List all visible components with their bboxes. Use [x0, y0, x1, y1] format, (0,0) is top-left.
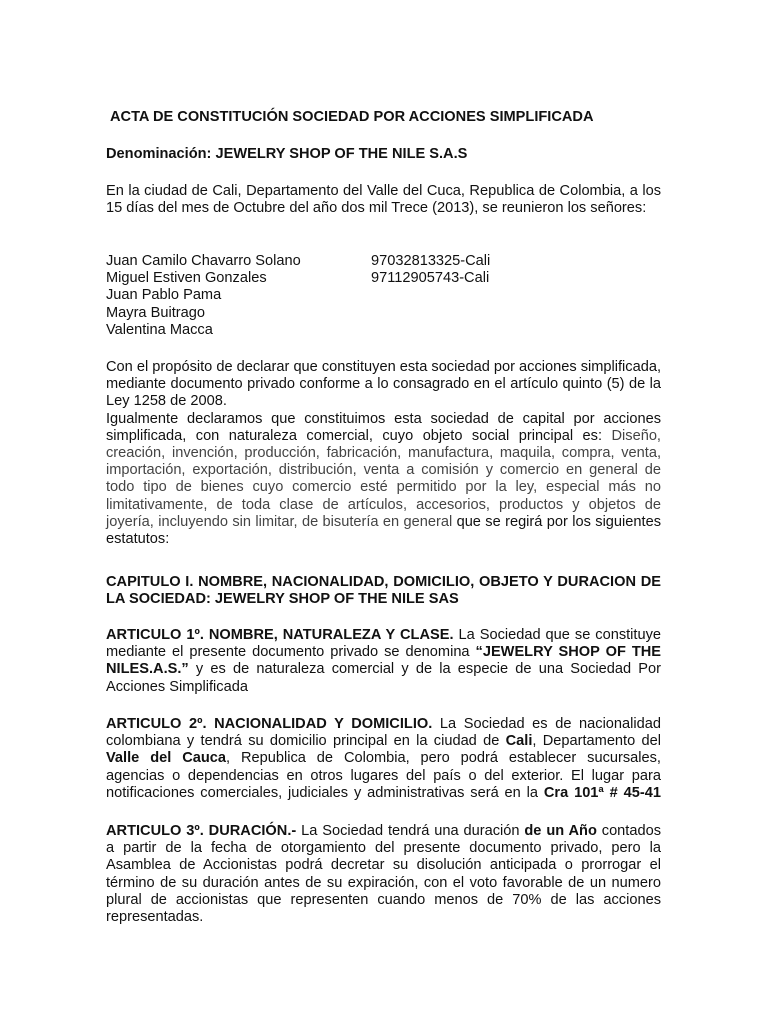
article-1-heading: ARTICULO 1º. NOMBRE, NATURALEZA Y CLASE. [106, 627, 454, 643]
department-name: Valle del Cauca [106, 750, 226, 767]
article-2-text-3: , Republica de Colombia, pero podrá establecer sucursales, agencias o dependencias en otros lugares del país o del exterior. El lugar para notificaciones comerciales, judiciales y administrativas será en la [106, 750, 661, 801]
article-2 [106, 716, 661, 802]
company-name: “JEWELRY SHOP OF THE NILES.A.S.” [106, 644, 662, 678]
address: Cra 101ª # 45-41 [543, 784, 661, 801]
members-list [106, 253, 661, 339]
member-row [106, 287, 661, 304]
object-closing: que se regirá por los siguientes estatutos: [106, 513, 661, 548]
article-3-heading: ARTICULO 3º. DURACIÓN.- [106, 823, 297, 839]
purpose-section [106, 359, 661, 548]
purpose-paragraph: Con el propósito de declarar que constituyen esta sociedad por acciones simplificada, mediante documento privado conforme a lo consagrado en el artículo quinto (5) de la Ley 1258 de 2008. [106, 359, 661, 410]
member-row [106, 253, 661, 270]
article-2-heading: ARTICULO 2º. NACIONALIDAD Y DOMICILIO. [106, 716, 433, 732]
member-name: Juan Camilo Chavarro Solano [106, 253, 301, 269]
intro-paragraph: En la ciudad de Cali, Departamento del Valle del Cuca, Republica de Colombia, a los 15 días del mes de Octubre del año dos mil Trece (2013), se reunieron los señores: [106, 183, 661, 217]
chapter-heading: CAPITULO I. NOMBRE, NACIONALIDAD, DOMICILIO, OBJETO Y DURACION DE LA SOCIEDAD: JEWELRY SHOP OF THE NILE SAS [106, 574, 661, 608]
member-id: 97112905743-Cali [371, 270, 490, 287]
city-name: Cali [505, 733, 533, 750]
member-name: Miguel Estiven Gonzales [106, 270, 267, 287]
denominacion-label: Denominación: [106, 146, 212, 162]
object-description: Diseño, creación, invención, producción, fabricación, manufactura, maquila, compra, venta, importación, exportación, distribución, venta a comisión y comercio en general de todo tipo de bienes cuyo comercio esté permitido por la ley, especial más no limitativamente, de toda clase de artículos, accesorios, productos y objetos de joyería, incluyendo sin limitar, de bisutería en general [106, 427, 661, 530]
article-3-text-end: contados a partir de la fecha de otorgamiento del presente documento privado, pero la Asamblea de Accionistas podrá decretar su disolución anticipada o prorrogar el término de su duración antes de su expiración, con el voto favorable de un numero plural de accionistas que representen cuando menos de 70% de las acciones representadas. [106, 823, 661, 926]
duration: de un Año [524, 823, 597, 839]
denominacion-value: JEWELRY SHOP OF THE NILE S.A.S [215, 146, 468, 162]
article-2-text-2: , Departamento del [532, 733, 661, 750]
article-3 [106, 823, 661, 926]
member-name: Valentina Macca [106, 321, 213, 338]
member-id: 97032813325-Cali [371, 253, 491, 269]
member-row [106, 322, 661, 339]
denominacion [106, 146, 661, 163]
object-paragraph [106, 411, 661, 549]
article-1-text: La Sociedad que se constituye mediante el presente documento privado se denomina [106, 627, 661, 661]
member-row [106, 305, 661, 322]
article-3-text: La Sociedad tendrá una duración [296, 823, 525, 839]
article-1-text-end: y es de naturaleza comercial y de la especie de una Sociedad Por Acciones Simplificada [106, 661, 661, 695]
member-name: Juan Pablo Pama [106, 287, 222, 304]
member-row [106, 270, 661, 287]
member-name: Mayra Buitrago [106, 304, 205, 321]
article-2-text: La Sociedad es de nacionalidad colombiana y tendrá su domicilio principal en la ciudad de [106, 716, 661, 750]
object-intro: Igualmente declaramos que constituimos esta sociedad de capital por acciones simplificada, con naturaleza comercial, cuyo objeto social principal es: [106, 410, 661, 444]
article-1 [106, 627, 661, 696]
document-title: ACTA DE CONSTITUCIÓN SOCIEDAD POR ACCIONES SIMPLIFICADA [110, 109, 594, 125]
